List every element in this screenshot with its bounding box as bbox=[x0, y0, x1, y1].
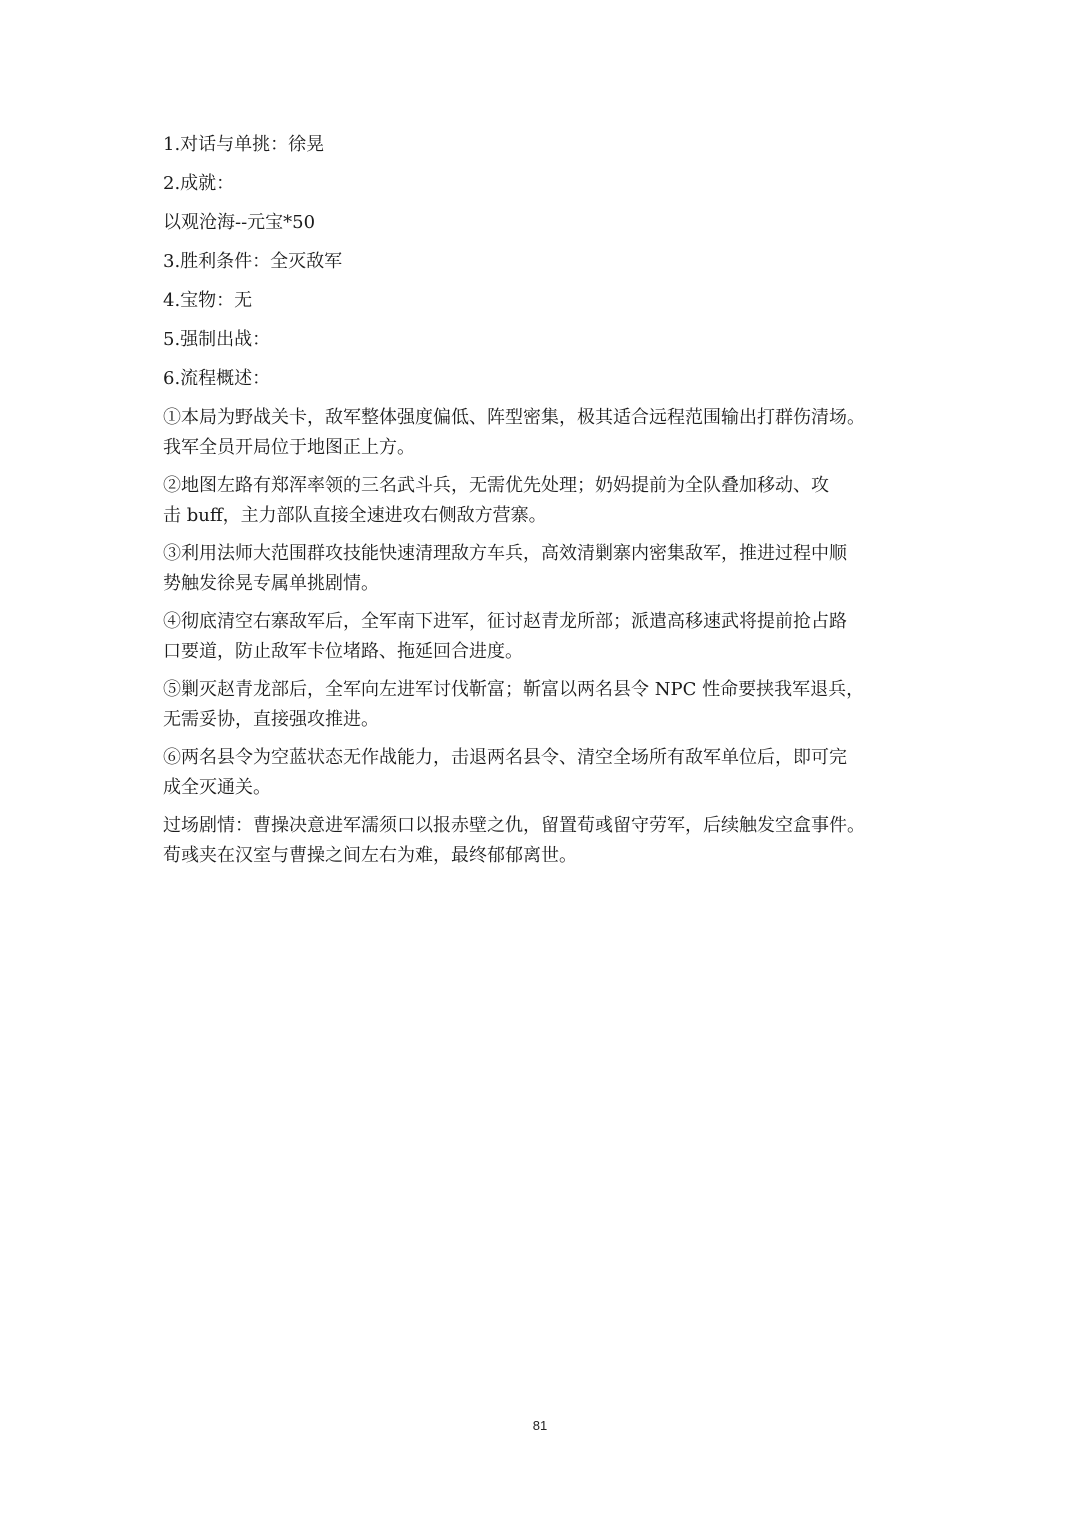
cutscene-paragraph bbox=[163, 811, 923, 871]
flow-step-text: ⑤剿灭赵青龙部后，全军向左进军讨伐靳富；靳富以两名县令 NPC 性命要挟我军退兵， bbox=[163, 679, 865, 700]
flow-step-4 bbox=[163, 607, 923, 667]
cutscene-text: 荀彧夹在汉室与曹操之间左右为难，最终郁郁离世。 bbox=[163, 845, 577, 866]
flow-step-text: ⑥两名县令为空蓝状态无作战能力，击退两名县令、清空全场所有敌军单位后，即可完 bbox=[163, 747, 847, 768]
page-number: 81 bbox=[532, 1418, 548, 1433]
flow-step-1 bbox=[163, 403, 923, 463]
victory-condition: 3.胜利条件：全灭敌军 bbox=[163, 251, 343, 272]
flow-step-text: 成全灭通关。 bbox=[163, 777, 271, 798]
dialogue-line: 1.对话与单挑：徐晃 bbox=[163, 134, 325, 155]
flow-step-2 bbox=[163, 471, 923, 531]
flow-heading: 6.流程概述： bbox=[163, 368, 271, 389]
flow-step-3 bbox=[163, 539, 923, 599]
page-content bbox=[163, 130, 923, 879]
achievement-heading: 2.成就： bbox=[163, 173, 235, 194]
flow-step-text: 口要道，防止敌军卡位堵路、拖延回合进度。 bbox=[163, 641, 523, 662]
flow-step-6 bbox=[163, 743, 923, 803]
flow-step-5 bbox=[163, 675, 923, 735]
flow-step-text: ③利用法师大范围群攻技能快速清理敌方车兵，高效清剿寨内密集敌军，推进过程中顺 bbox=[163, 543, 847, 564]
achievement-detail: 以观沧海--元宝*50 bbox=[163, 212, 316, 233]
flow-step-text: ①本局为野战关卡，敌军整体强度偏低、阵型密集，极其适合远程范围输出打群伤清场。 bbox=[163, 407, 865, 428]
flow-step-text: ②地图左路有郑浑率领的三名武斗兵，无需优先处理；奶妈提前为全队叠加移动、攻 bbox=[163, 475, 829, 496]
treasure-line: 4.宝物：无 bbox=[163, 290, 253, 311]
flow-step-text: 我军全员开局位于地图正上方。 bbox=[163, 437, 415, 458]
flow-step-text: 势触发徐晃专属单挑剧情。 bbox=[163, 573, 379, 594]
cutscene-text: 过场剧情：曹操决意进军濡须口以报赤壁之仇，留置荀彧留守劳军，后续触发空盒事件。 bbox=[163, 815, 865, 836]
flow-step-text: 击 buff，主力部队直接全速进攻右侧敌方营寨。 bbox=[163, 505, 547, 526]
flow-step-text: 无需妥协，直接强攻推进。 bbox=[163, 709, 379, 730]
forced-deploy-line: 5.强制出战： bbox=[163, 329, 271, 350]
flow-step-text: ④彻底清空右寨敌军后，全军南下进军，征讨赵青龙所部；派遣高移速武将提前抢占路 bbox=[163, 611, 847, 632]
